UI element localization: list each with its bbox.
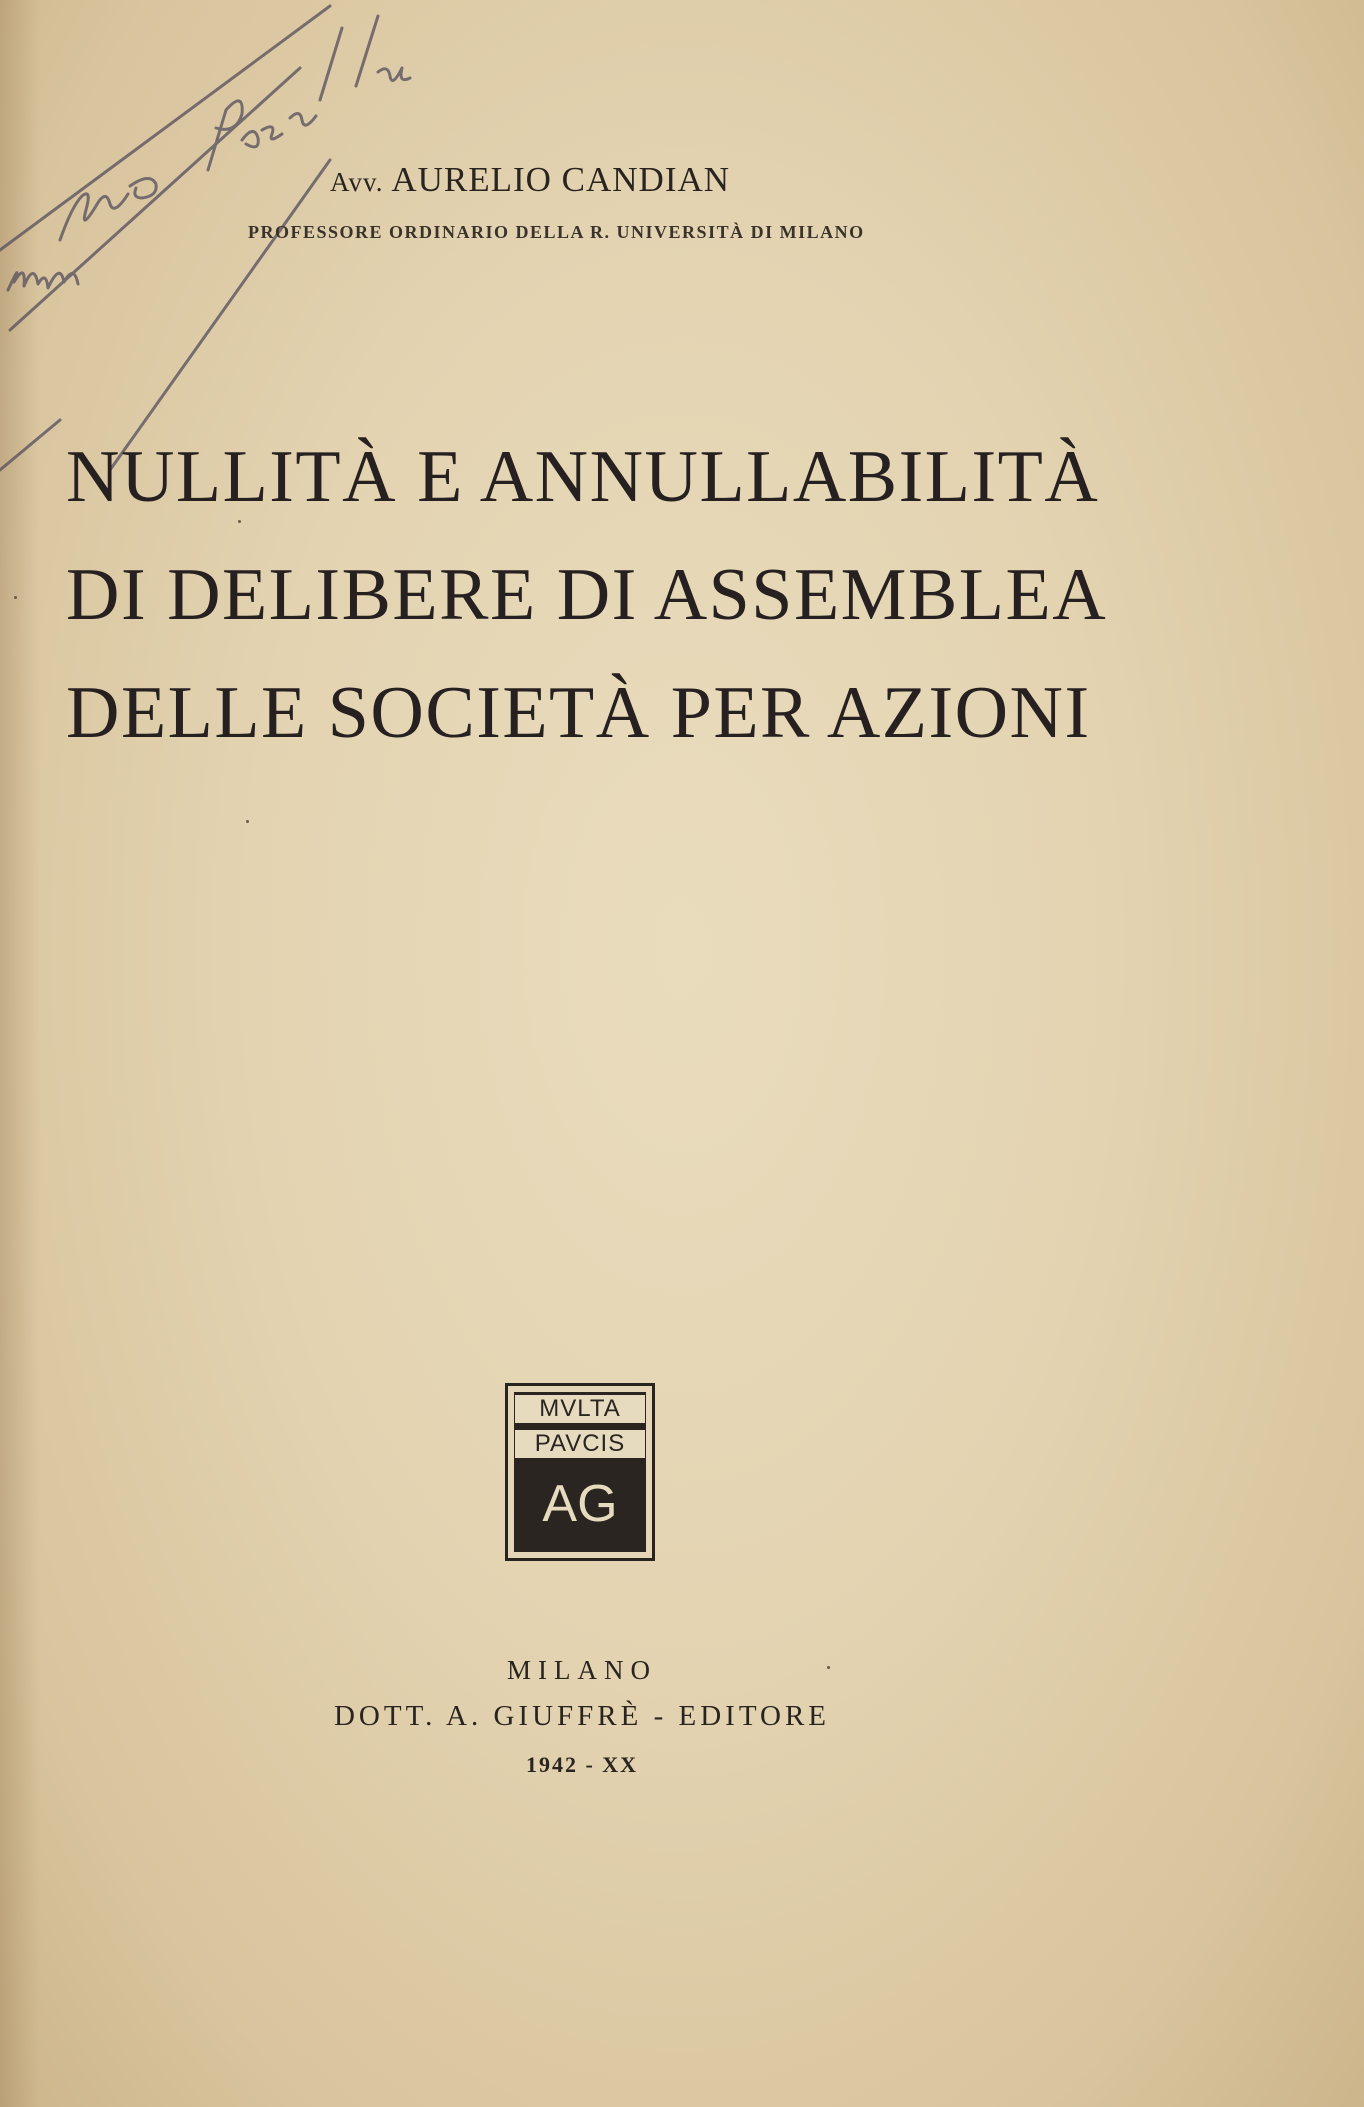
title-line-3: DELLE SOCIETÀ PER AZIONI <box>66 672 1091 754</box>
author-affiliation: PROFESSORE ORDINARIO DELLA R. UNIVERSITÀ DI MILANO <box>248 222 865 242</box>
book-title <box>66 418 1126 772</box>
logo-word-multa: MVLTA <box>515 1395 645 1423</box>
imprint-publisher: DOTT. A. GIUFFRÈ - EDITORE <box>333 1700 831 1732</box>
logo-monogram: AG <box>542 1475 618 1533</box>
imprint-year: 1942 - XX <box>525 1752 639 1777</box>
paper-speck <box>827 1666 830 1669</box>
author-title-prefix: Avv. <box>330 167 384 197</box>
title-line-1: NULLITÀ E ANNULLABILITÀ <box>66 436 1100 518</box>
imprint-city: MILANO <box>507 1655 657 1685</box>
logo-word-paucis: PAVCIS <box>515 1430 645 1458</box>
paper-speck <box>246 820 249 823</box>
paper-speck <box>14 596 17 599</box>
paper-speck <box>238 520 241 523</box>
author-line <box>330 160 730 200</box>
author-name: AURELIO CANDIAN <box>391 160 731 199</box>
title-line-2: DI DELIBERE DI ASSEMBLEA <box>66 554 1108 636</box>
publisher-logo <box>505 1383 655 1561</box>
